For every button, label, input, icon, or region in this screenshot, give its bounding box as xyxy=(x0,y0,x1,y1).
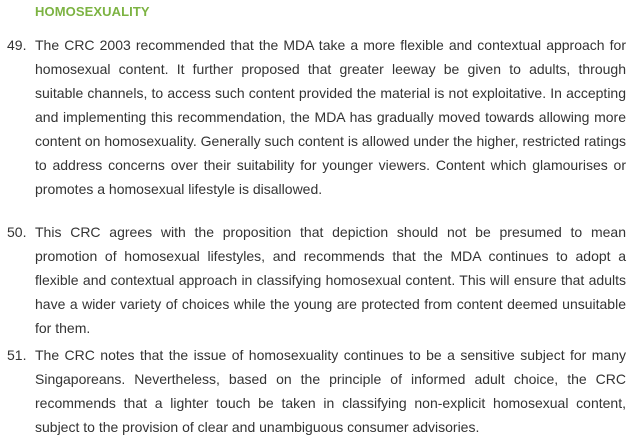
paragraph-text: The CRC notes that the issue of homosexuality continues to be a sensitive subject for many Singaporeans. Nevertheless, based on the principle of informed adult choice, the CRC recommends that a lighter touch be taken in classifying non-explicit homosexual content, subject to the provision of clear and unambiguous consumer advisories. xyxy=(35,347,626,435)
paragraph-text: The CRC 2003 recommended that the MDA take a more flexible and contextual approach for homosexual content. It further proposed that greater leeway be given to adults, through suitable channels, to access such content provided the material is not exploitative. In accepting and implementing this recommendation, the MDA has gradually moved towards allowing more content on homosexuality. Generally such content is allowed under the higher, restricted ratings to address concerns over their suitability for younger viewers. Content which glamourises or promotes a homosexual lifestyle is disallowed. xyxy=(35,37,626,197)
section-heading: HOMOSEXUALITY xyxy=(35,4,150,19)
paragraph-number: 49. xyxy=(7,37,27,53)
paragraph-number: 51. xyxy=(7,347,27,363)
paragraph-text: This CRC agrees with the proposition that depiction should not be presumed to mean promotion of homosexual lifestyles, and recommends that the MDA continues to adopt a flexible and contextual approach in classifying homosexual content. This will ensure that adults have a wider variety of choices while the young are protected from content deemed unsuitable for them. xyxy=(35,224,626,336)
paragraph-number: 50. xyxy=(7,224,27,240)
